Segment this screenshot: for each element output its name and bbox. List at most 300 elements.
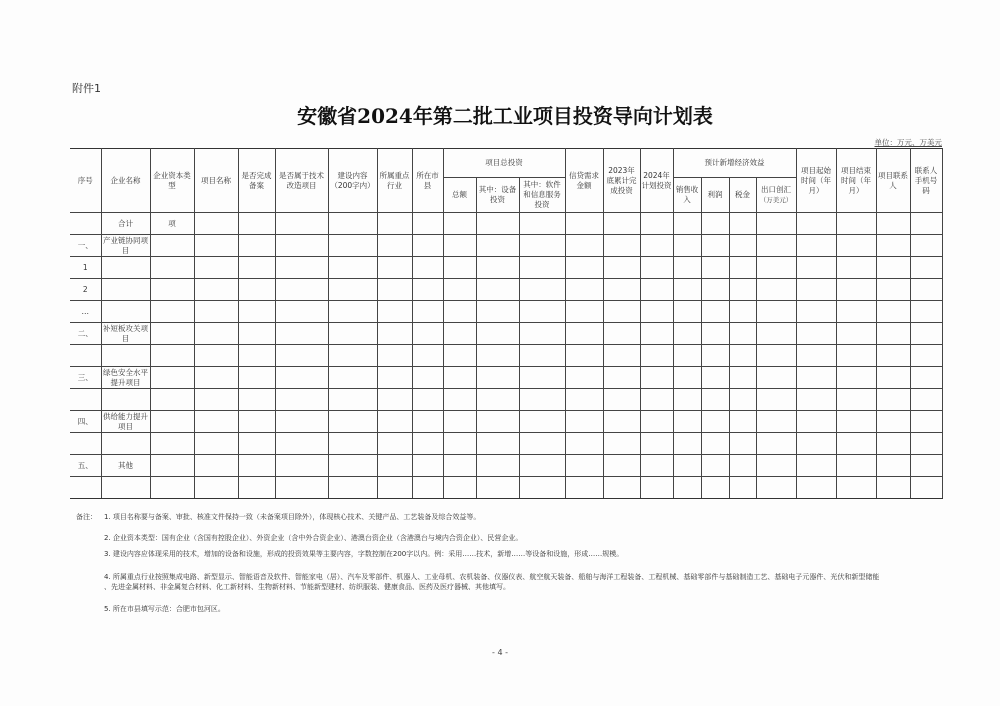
cell-company-name: 绿色安全水平提升项目: [103, 367, 148, 387]
header-total-amount: 总额: [443, 178, 476, 213]
cell-empty: [328, 411, 377, 433]
cell-empty: [673, 389, 701, 411]
cell-empty: [673, 213, 701, 235]
cell-empty: [377, 235, 412, 257]
cell-empty: [729, 367, 756, 389]
cell-empty: [238, 411, 275, 433]
cell-empty: [377, 345, 412, 367]
cell-capital-type: [150, 257, 194, 279]
cell-empty: [275, 433, 328, 455]
cell-empty: [910, 477, 942, 499]
cell-empty: [603, 301, 640, 323]
cell-empty: [443, 455, 476, 477]
cell-empty: [876, 323, 910, 345]
cell-empty: [443, 433, 476, 455]
cell-empty: [519, 235, 565, 257]
cell-empty: [701, 455, 729, 477]
cell-empty: [836, 477, 876, 499]
cell-empty: [603, 323, 640, 345]
cell-empty: [701, 477, 729, 499]
cell-empty: [910, 367, 942, 389]
table-row: [70, 279, 942, 301]
header-tech-upgrade: 是否属于技术改造项目: [275, 149, 328, 213]
header-total-investment: 项目总投资: [443, 149, 565, 178]
cell-empty: [238, 455, 275, 477]
note-2: 2. 企业资本类型：国有企业（含国有控股企业）、外资企业（含中外合资企业）、港澳台资企业（含港澳台与境内合资企业）、民营企业。: [104, 534, 523, 542]
cell-company-name: 合计: [101, 213, 150, 235]
cell-empty: [836, 279, 876, 301]
cell-empty: [673, 279, 701, 301]
cell-empty: [796, 477, 836, 499]
cell-company-name: 供给能力提升项目: [103, 411, 148, 431]
cell-empty: [603, 411, 640, 433]
cell-empty: [756, 323, 796, 345]
cell-empty: [756, 235, 796, 257]
cell-empty: [701, 257, 729, 279]
header-phone: 联系人手机号码: [910, 149, 942, 213]
cell-empty: [836, 301, 876, 323]
cell-empty: [565, 279, 603, 301]
cell-empty: [476, 455, 519, 477]
cell-company-name: [101, 433, 150, 455]
cell-empty: [275, 367, 328, 389]
cell-empty: [673, 235, 701, 257]
cell-seq: [70, 345, 101, 367]
cell-seq: 四、: [70, 411, 101, 433]
cell-empty: [238, 301, 275, 323]
header-company-name: 企业名称: [101, 149, 150, 213]
header-export: [756, 178, 796, 213]
cell-empty: [796, 279, 836, 301]
cell-empty: [275, 323, 328, 345]
cell-empty: [328, 455, 377, 477]
cell-capital-type: [150, 433, 194, 455]
cell-empty: [910, 257, 942, 279]
cell-empty: [729, 323, 756, 345]
cell-empty: [836, 367, 876, 389]
cell-empty: [565, 323, 603, 345]
cell-empty: [701, 433, 729, 455]
cell-empty: [565, 213, 603, 235]
cell-company-name: 产业链协同项目: [103, 235, 148, 255]
cell-empty: [729, 279, 756, 301]
cell-empty: [701, 411, 729, 433]
cell-empty: [443, 411, 476, 433]
cell-empty: [476, 301, 519, 323]
cell-empty: [328, 257, 377, 279]
header-tax: 税金: [729, 178, 756, 213]
cell-empty: [729, 455, 756, 477]
cell-empty: [194, 433, 238, 455]
cell-empty: [796, 213, 836, 235]
cell-capital-type: [150, 367, 194, 389]
cell-empty: [756, 279, 796, 301]
unit-label: 单位：万元、万美元: [874, 138, 942, 147]
cell-empty: [412, 477, 443, 499]
cell-company-name: [101, 345, 150, 367]
cell-empty: [194, 279, 238, 301]
cell-empty: [194, 213, 238, 235]
cell-empty: [836, 345, 876, 367]
cell-empty: [796, 389, 836, 411]
cell-empty: [238, 257, 275, 279]
cell-empty: [275, 455, 328, 477]
cell-empty: [238, 323, 275, 345]
cell-empty: [328, 433, 377, 455]
cell-empty: [673, 345, 701, 367]
cell-empty: [640, 455, 673, 477]
cell-empty: [640, 235, 673, 257]
cell-empty: [640, 257, 673, 279]
page-title: 安徽省2024年第二批工业项目投资导向计划表: [297, 104, 713, 128]
header-contact: 项目联系人: [876, 149, 910, 213]
cell-empty: [876, 411, 910, 433]
cell-empty: [603, 367, 640, 389]
cell-empty: [603, 213, 640, 235]
cell-empty: [756, 367, 796, 389]
cell-empty: [194, 301, 238, 323]
cell-empty: [565, 411, 603, 433]
cell-empty: [673, 257, 701, 279]
cell-empty: [194, 345, 238, 367]
note-3: 3. 建设内容应体现采用的技术，增加的设备和设施，形成的投资效果等主要内容，字数控制在200字以内。例：采用……技术，新增……等设备和设施，形成……规模。: [104, 550, 624, 558]
table-row: [70, 257, 942, 279]
header-benefits: 预计新增经济效益: [673, 149, 796, 178]
cell-capital-type: [150, 411, 194, 433]
header-software: 其中：软件和信息服务投资: [519, 178, 565, 213]
cell-empty: [640, 323, 673, 345]
cell-empty: [377, 455, 412, 477]
cell-empty: [603, 257, 640, 279]
cell-seq: 1: [70, 257, 101, 279]
cell-company-name: [101, 257, 150, 279]
cell-empty: [412, 213, 443, 235]
cell-empty: [194, 323, 238, 345]
cell-empty: [443, 477, 476, 499]
cell-empty: [328, 301, 377, 323]
cell-empty: [876, 301, 910, 323]
cell-capital-type: 项: [150, 213, 194, 235]
cell-seq: …: [70, 301, 101, 323]
header-filed: 是否完成备案: [238, 149, 275, 213]
cell-empty: [238, 279, 275, 301]
cell-empty: [910, 455, 942, 477]
cell-empty: [328, 235, 377, 257]
cell-empty: [836, 433, 876, 455]
cell-empty: [910, 279, 942, 301]
cell-empty: [275, 345, 328, 367]
header-loan: 信贷需求金额: [565, 149, 603, 213]
cell-empty: [275, 477, 328, 499]
cell-empty: [519, 345, 565, 367]
cell-empty: [476, 433, 519, 455]
cell-empty: [412, 323, 443, 345]
cell-empty: [377, 301, 412, 323]
cell-empty: [729, 389, 756, 411]
cell-empty: [756, 213, 796, 235]
cell-empty: [565, 301, 603, 323]
cell-empty: [756, 257, 796, 279]
cell-capital-type: [150, 477, 194, 499]
cell-empty: [443, 279, 476, 301]
cell-empty: [328, 367, 377, 389]
cell-empty: [443, 345, 476, 367]
cell-empty: [640, 279, 673, 301]
cell-empty: [476, 477, 519, 499]
cell-empty: [910, 323, 942, 345]
cell-empty: [640, 301, 673, 323]
cell-empty: [910, 345, 942, 367]
cell-empty: [519, 213, 565, 235]
note-1: 1. 项目名称要与备案、审批、核准文件保持一致（未备案项目除外），体现核心技术、关键产品、工艺装备及综合效益等。: [104, 513, 481, 521]
table-row: [70, 455, 942, 477]
cell-empty: [565, 433, 603, 455]
cell-empty: [876, 433, 910, 455]
cell-empty: [836, 389, 876, 411]
cell-company-name: [101, 477, 150, 499]
cell-empty: [756, 433, 796, 455]
notes-label: 备注：: [76, 513, 97, 521]
cell-capital-type: [150, 301, 194, 323]
cell-seq: 三、: [70, 367, 101, 389]
cell-empty: [412, 279, 443, 301]
cell-empty: [673, 477, 701, 499]
cell-empty: [238, 345, 275, 367]
cell-empty: [640, 389, 673, 411]
cell-seq: [70, 389, 101, 411]
header-completed-2023: 2023年底累计完成投资: [603, 149, 640, 213]
cell-empty: [519, 411, 565, 433]
cell-empty: [476, 389, 519, 411]
header-export-sub: （万美元）: [759, 196, 793, 204]
cell-empty: [377, 279, 412, 301]
cell-empty: [729, 235, 756, 257]
cell-empty: [412, 389, 443, 411]
cell-empty: [275, 235, 328, 257]
cell-empty: [275, 213, 328, 235]
header-export-label: 出口创汇: [761, 185, 791, 194]
cell-empty: [377, 389, 412, 411]
cell-empty: [238, 433, 275, 455]
cell-empty: [377, 477, 412, 499]
cell-empty: [412, 367, 443, 389]
cell-empty: [836, 411, 876, 433]
cell-empty: [640, 411, 673, 433]
table-row: [70, 345, 942, 367]
cell-capital-type: [150, 235, 194, 257]
cell-empty: [476, 213, 519, 235]
cell-empty: [876, 367, 910, 389]
cell-empty: [729, 411, 756, 433]
cell-empty: [836, 257, 876, 279]
cell-empty: [194, 455, 238, 477]
header-content: [328, 149, 377, 213]
header-industry: 所属重点行业: [377, 149, 412, 213]
cell-empty: [377, 433, 412, 455]
header-plan-2024: 2024年计划投资: [640, 149, 673, 213]
cell-seq: 二、: [70, 323, 101, 345]
cell-empty: [603, 235, 640, 257]
header-content-sub: （200字内）: [330, 180, 375, 190]
cell-empty: [910, 411, 942, 433]
cell-empty: [275, 389, 328, 411]
cell-empty: [565, 235, 603, 257]
cell-empty: [519, 433, 565, 455]
cell-empty: [796, 345, 836, 367]
cell-empty: [796, 433, 836, 455]
cell-empty: [238, 477, 275, 499]
cell-empty: [412, 235, 443, 257]
cell-empty: [519, 323, 565, 345]
cell-empty: [640, 213, 673, 235]
cell-empty: [443, 213, 476, 235]
header-start: 项目起始时间（年月）: [796, 149, 836, 213]
cell-empty: [565, 345, 603, 367]
cell-empty: [565, 477, 603, 499]
cell-empty: [238, 235, 275, 257]
cell-empty: [519, 257, 565, 279]
cell-seq: 一、: [70, 235, 101, 257]
cell-empty: [238, 367, 275, 389]
cell-empty: [443, 301, 476, 323]
cell-capital-type: [150, 455, 194, 477]
table-row: [70, 389, 942, 411]
cell-seq: [70, 477, 101, 499]
cell-empty: [876, 345, 910, 367]
cell-empty: [476, 323, 519, 345]
cell-empty: [328, 477, 377, 499]
cell-seq: 五、: [70, 455, 101, 477]
header-capital-type: 企业资本类型: [150, 149, 194, 213]
cell-empty: [328, 323, 377, 345]
cell-empty: [796, 367, 836, 389]
table-row: [70, 367, 942, 389]
cell-company-name: 其他: [101, 455, 150, 477]
cell-empty: [412, 433, 443, 455]
cell-capital-type: [150, 345, 194, 367]
cell-empty: [673, 367, 701, 389]
table-row: [70, 235, 942, 257]
cell-empty: [194, 235, 238, 257]
table-body: [70, 213, 942, 499]
cell-empty: [565, 455, 603, 477]
cell-empty: [412, 455, 443, 477]
cell-empty: [876, 257, 910, 279]
cell-empty: [377, 411, 412, 433]
cell-empty: [876, 235, 910, 257]
cell-empty: [673, 433, 701, 455]
cell-empty: [796, 411, 836, 433]
header-project-name: 项目名称: [194, 149, 238, 213]
cell-empty: [377, 213, 412, 235]
cell-empty: [701, 389, 729, 411]
header-profit: 利润: [701, 178, 729, 213]
cell-empty: [519, 455, 565, 477]
header-end: 项目结束时间（年月）: [836, 149, 876, 213]
cell-empty: [910, 433, 942, 455]
cell-empty: [603, 345, 640, 367]
cell-empty: [476, 257, 519, 279]
cell-empty: [443, 323, 476, 345]
cell-empty: [701, 279, 729, 301]
cell-empty: [377, 323, 412, 345]
cell-empty: [476, 235, 519, 257]
cell-empty: [603, 389, 640, 411]
cell-empty: [796, 301, 836, 323]
cell-empty: [565, 367, 603, 389]
cell-empty: [701, 367, 729, 389]
cell-empty: [910, 389, 942, 411]
cell-empty: [836, 235, 876, 257]
table-row: [70, 213, 942, 235]
cell-empty: [194, 389, 238, 411]
cell-empty: [603, 477, 640, 499]
cell-empty: [673, 455, 701, 477]
cell-empty: [476, 411, 519, 433]
cell-empty: [443, 389, 476, 411]
cell-empty: [519, 301, 565, 323]
cell-empty: [673, 323, 701, 345]
investment-plan-table: [70, 148, 943, 499]
note-4: 4. 所属重点行业按照集成电路、新型显示、智能语音及软件、智能家电（居）、汽车及零部件、机器人、工业母机、农机装备、仪器仪表、航空航天装备、船舶与海洋工程装备、工程机械、基础零部件与基础制造工艺、基础电子元器件、光伏和新型储能: [104, 573, 880, 581]
cell-empty: [701, 213, 729, 235]
cell-empty: [640, 345, 673, 367]
cell-empty: [876, 455, 910, 477]
cell-empty: [194, 411, 238, 433]
attachment-label: 附件1: [72, 82, 101, 95]
cell-empty: [328, 213, 377, 235]
cell-empty: [194, 477, 238, 499]
cell-company-name: [101, 389, 150, 411]
cell-empty: [729, 477, 756, 499]
cell-empty: [729, 213, 756, 235]
note-4-cont: 、先进金属材料、非金属复合材料、化工新材料、生物新材料、节能新型建材、纺织服装、健康食品、医药及医疗器械、其他填写。: [104, 583, 510, 591]
cell-empty: [910, 235, 942, 257]
cell-empty: [194, 367, 238, 389]
table-row: [70, 323, 942, 345]
cell-empty: [565, 389, 603, 411]
table-row: [70, 433, 942, 455]
cell-empty: [756, 301, 796, 323]
cell-seq: 2: [70, 279, 101, 301]
cell-empty: [756, 477, 796, 499]
cell-empty: [275, 257, 328, 279]
cell-empty: [640, 433, 673, 455]
cell-empty: [756, 345, 796, 367]
cell-empty: [836, 213, 876, 235]
cell-empty: [796, 235, 836, 257]
cell-company-name: [101, 279, 150, 301]
cell-empty: [796, 257, 836, 279]
cell-empty: [701, 235, 729, 257]
cell-empty: [640, 367, 673, 389]
cell-empty: [275, 279, 328, 301]
header-equipment: 其中：设备投资: [476, 178, 519, 213]
cell-empty: [876, 389, 910, 411]
cell-capital-type: [150, 389, 194, 411]
cell-seq: [70, 433, 101, 455]
cell-empty: [603, 455, 640, 477]
cell-empty: [729, 301, 756, 323]
cell-empty: [519, 279, 565, 301]
header-content-label: 建设内容: [337, 170, 368, 180]
cell-empty: [836, 455, 876, 477]
cell-seq: [70, 213, 101, 235]
cell-empty: [328, 345, 377, 367]
cell-empty: [910, 301, 942, 323]
cell-empty: [275, 301, 328, 323]
cell-empty: [756, 455, 796, 477]
